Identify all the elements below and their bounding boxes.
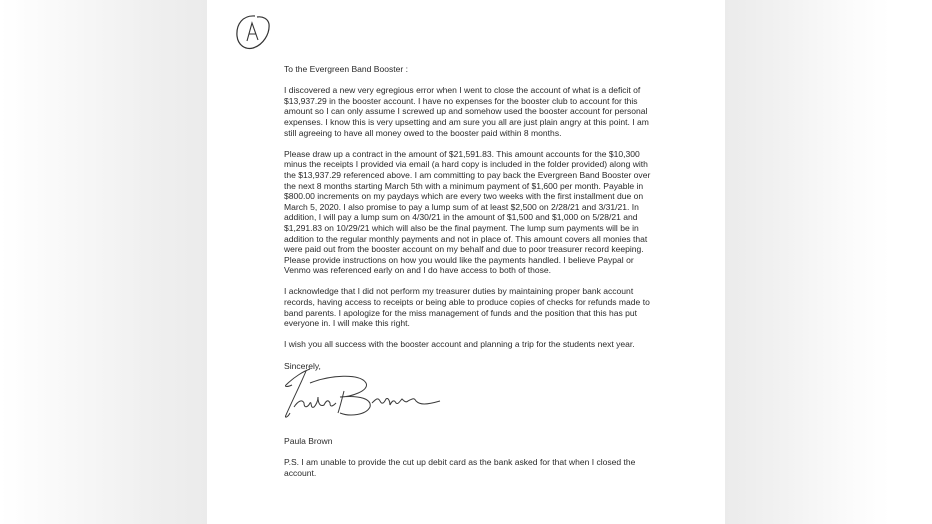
postscript: P.S. I am unable to provide the cut up debit card as the bank asked for that when I closed the account. — [284, 457, 636, 478]
circled-a-mark — [233, 12, 273, 52]
signature — [280, 367, 460, 423]
background-left — [0, 0, 207, 524]
paragraph-well-wishes: I wish you all success with the booster account and planning a trip for the students next year. — [284, 339, 635, 350]
paragraph-acknowledgement: I acknowledge that I did not perform my treasurer duties by maintaining proper bank account records, having access to receipts or being able to produce copies of checks for refunds made to band parents. I apologize for the miss management of funds and the position that this has put everyone in. I will make this right. — [284, 286, 650, 329]
letter-page — [207, 0, 725, 524]
signer-name: Paula Brown — [284, 435, 333, 446]
salutation: To the Evergreen Band Booster : — [284, 64, 409, 74]
paragraph-deficit: I discovered a new very egregious error when I went to close the account of what is a deficit of $13,937.29 in the booster account. I have no expenses for the booster club to account for this amount so I can only assume I screwed up and somehow used the booster account for personal expenses. I know this is very upsetting and am sure you all are just plain angry at this point. I am still agreeing to have all money owed to the booster paid within 8 months. — [284, 85, 649, 138]
letter-body — [284, 64, 662, 489]
paragraph-contract: Please draw up a contract in the amount of $21,591.83. This amount accounts for the $10,300 minus the receipts I provided via email (a hard copy is included in the folder provided) along with the $13,937.29 referenced above. I am committing to pay back the Evergreen Band Booster over the next 8 months starting March 5th with a minimum payment of $1,600 per month. Payable in $800.00 increments on my paydays which are every two weeks with the first installment due on March 5, 2020. I also promise to pay a lump sum of at least $2,500 on 2/28/21 and 3/31/21. In addition, I will pay a lump sum on 4/30/21 in the amount of $1,500 and $1,000 on 5/28/21 and $1,291.83 on 10/29/21 which will also be the final payment. The lump sum payments will be in addition to the regular monthly payments and not in place of. This amount covers all monies that were paid out from the booster account on my behalf and due to poor treasurer record keeping. Please provide instructions on how you would like the payments handled. I believe Paypal or Venmo was referenced early on and I do have access to both of those. — [284, 148, 651, 276]
closing: Sincerely, — [284, 360, 321, 371]
background-right — [725, 0, 932, 524]
